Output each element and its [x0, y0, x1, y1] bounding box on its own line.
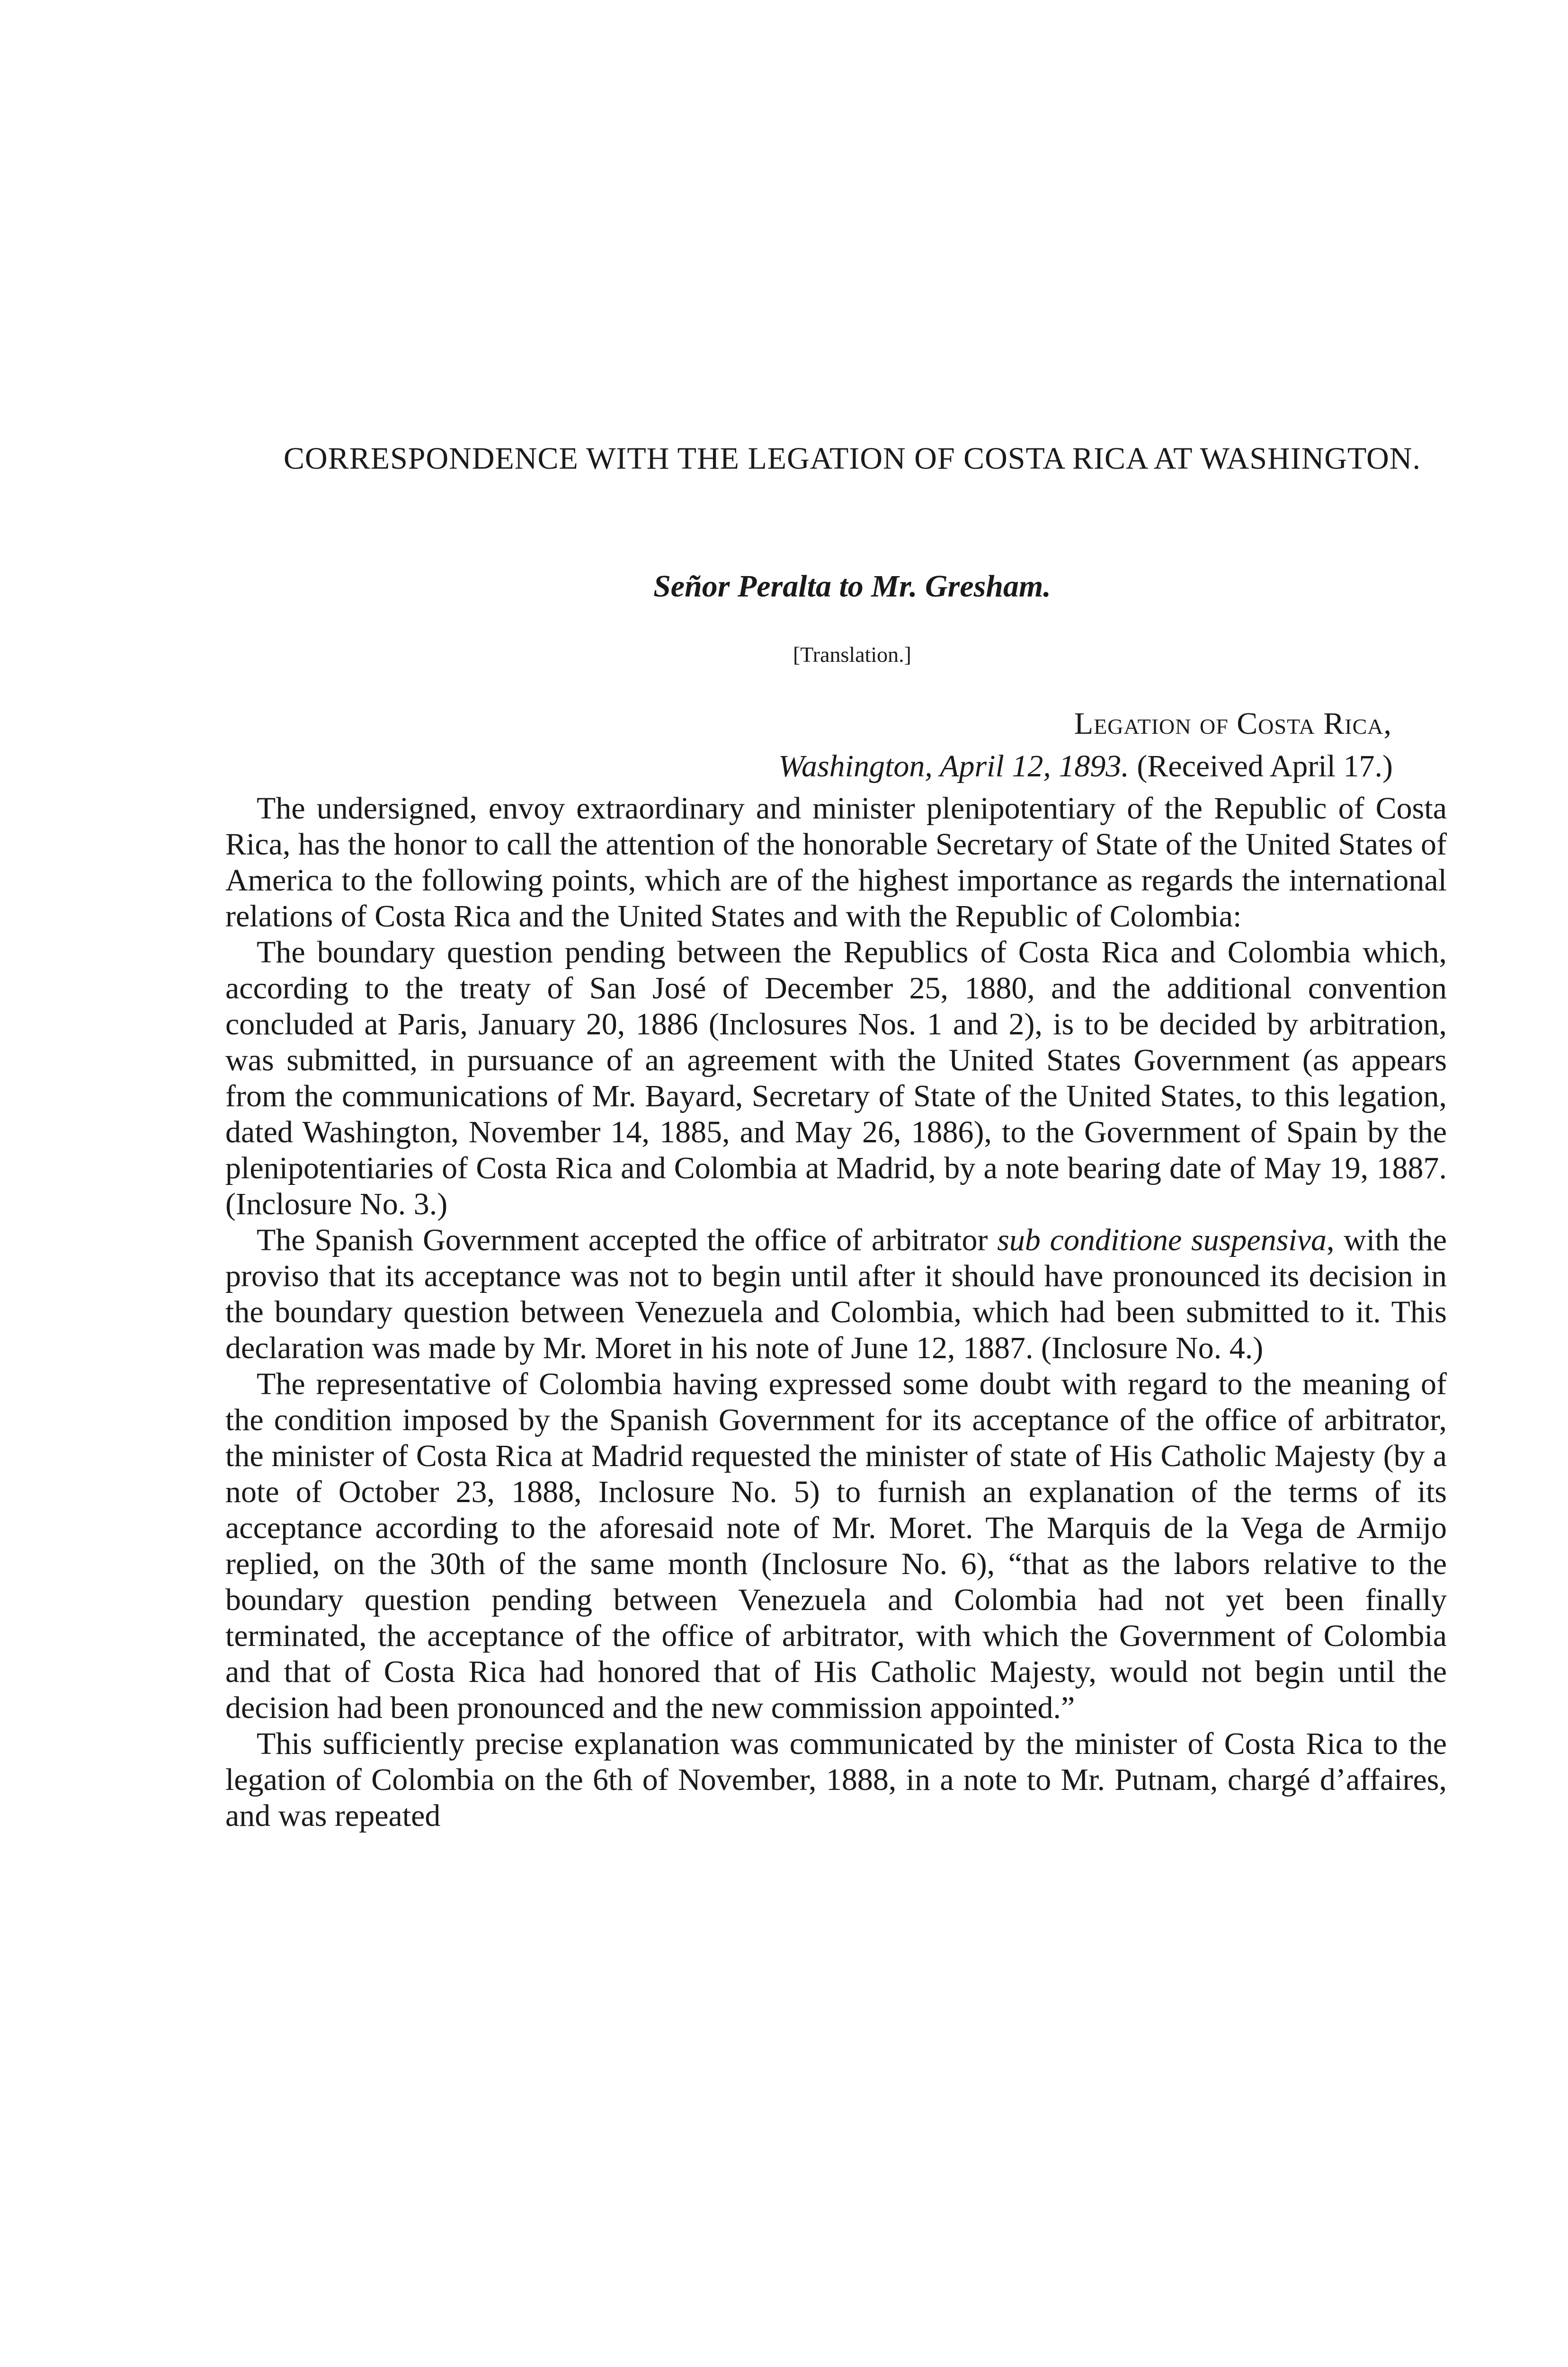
paragraph-text: , with the proviso that its acceptance was not to begin until after it should have pronounced its decision in the boundary question between Venezuela and Colombia, which had been submitted to it. This declaration was made by Mr. Moret in his note of June 12, 1887. (Inclosure No. 4.): [225, 1223, 1447, 1365]
letter-title: Señor Peralta to Mr. Gresham.: [653, 569, 1051, 604]
translation-note: [Translation.]: [793, 642, 911, 667]
legation-line: Legation of Costa Rica,: [1074, 706, 1392, 741]
dateline: [778, 748, 1393, 785]
letter-body: [225, 791, 1447, 1834]
paragraph-text: The Spanish Government accepted the office of arbitrator: [257, 1223, 998, 1257]
paragraph: The boundary question pending between the Republics of Costa Rica and Colombia which, according to the treaty of San José of December 25, 1880, and the additional convention concluded at Paris, January 20, 1886 (Inclosures Nos. 1 and 2), is to be decided by arbitration, was submitted, in pursuance of an agreement with the United States Government (as appears from the communications of Mr. Bayard, Secretary of State of the United States, to this legation, dated Washington, November 14, 1885, and May 26, 1886), to the Government of Spain by the plenipotentiaries of Costa Rica and Colombia at Madrid, by a note bearing date of May 19, 1887. (Inclosure No. 3.): [225, 935, 1447, 1221]
latin-phrase: sub conditione suspensiva: [997, 1223, 1327, 1257]
dateline-place: Washington, April 12, 1893.: [778, 749, 1129, 783]
page-title: CORRESPONDENCE WITH THE LEGATION OF COSTA RICA AT WASHINGTON.: [284, 441, 1421, 476]
paragraph: This sufficiently precise explanation was communicated by the minister of Costa Rica to the legation of Colombia on the 6th of November, 1888, in a note to Mr. Putnam, chargé d’affaires, and was repeated: [225, 1726, 1447, 1833]
paragraph: The undersigned, envoy extraordinary and minister plenipotentiary of the Republic of Costa Rica, has the honor to call the attention of the honorable Secretary of State of the United States of America to the following points, which are of the highest importance as regards the international relations of Costa Rica and the United States and with the Republic of Colombia:: [225, 791, 1447, 934]
paragraph: [225, 1222, 1447, 1366]
dateline-received: (Received April 17.): [1137, 749, 1393, 783]
paragraph: The representative of Colombia having expressed some doubt with regard to the meaning of the condition imposed by the Spanish Government for its acceptance of the office of arbitrator, the minister of Costa Rica at Madrid requested the minister of state of His Catholic Majesty (by a note of October 23, 1888, Inclosure No. 5) to furnish an explanation of the terms of its acceptance according to the aforesaid note of Mr. Moret. The Marquis de la Vega de Armijo replied, on the 30th of the same month (Inclosure No. 6), “that as the labors relative to the boundary question pending between Venezuela and Colombia had not yet been finally terminated, the acceptance of the office of arbitrator, with which the Government of Colombia and that of Costa Rica had honored that of His Catholic Majesty, would not begin until the decision had been pronounced and the new commission appointed.”: [225, 1367, 1447, 1725]
